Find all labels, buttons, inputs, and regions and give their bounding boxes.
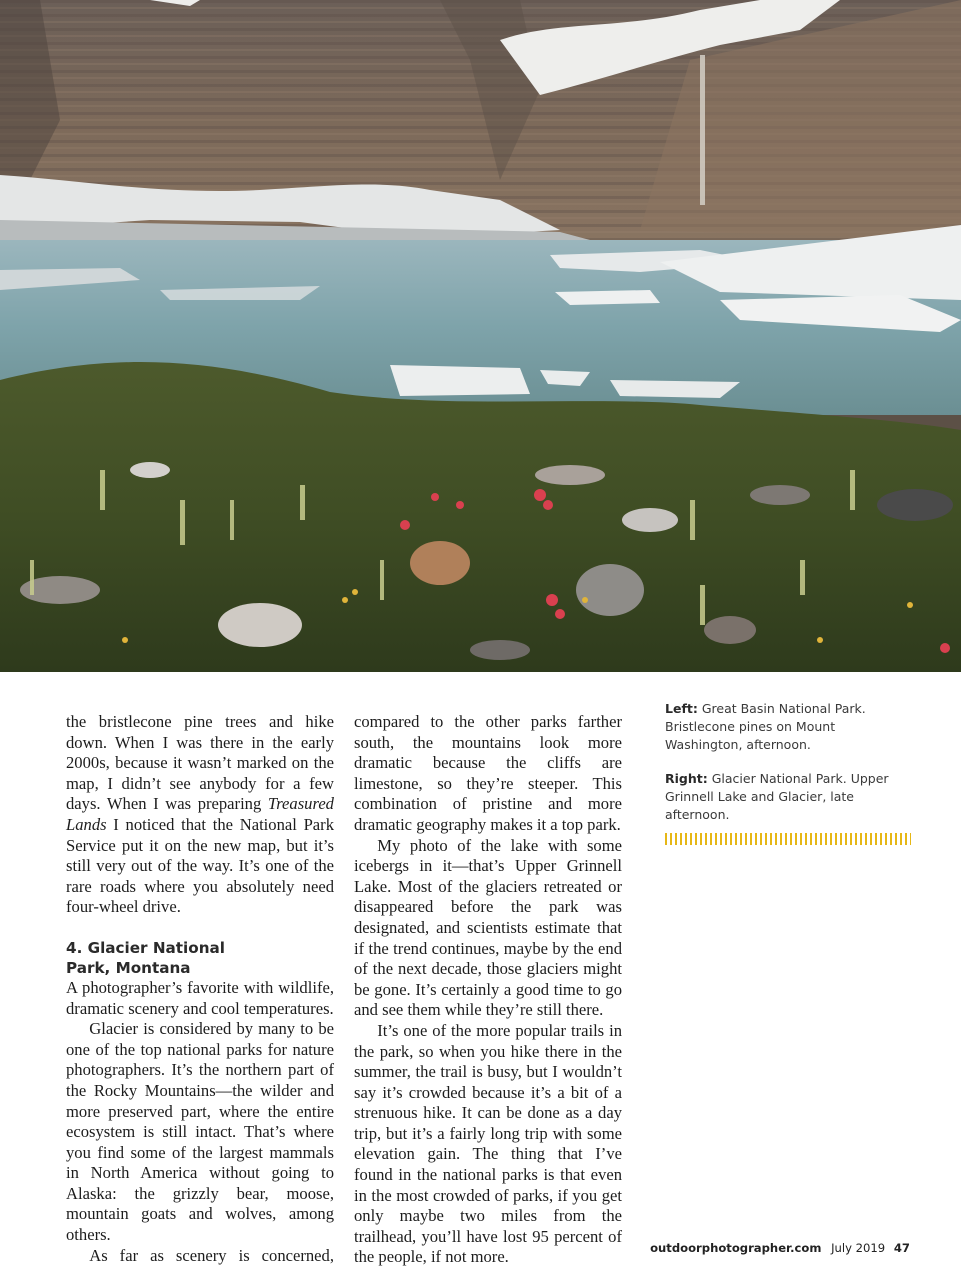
footer-site[interactable]: outdoorphotographer.com	[650, 1241, 822, 1255]
caption-left: Left: Great Basin National Park. Bristlecone pines on Mount Washington, afternoon.	[665, 701, 866, 752]
accent-stripe	[665, 833, 911, 845]
section-heading: 4. Glacier National Park, Montana	[66, 938, 225, 977]
page-number: 47	[893, 1241, 910, 1255]
book-title: Treasured Lands	[66, 794, 334, 834]
article-column-2	[354, 712, 622, 1268]
photo-captions	[665, 700, 913, 840]
body-paragraph: It’s one of the more popular trails in the park, so when you hike there in the summer, the trail is busy, but I wouldn’t say it’s crowded because it’s a bit of a strenuous hike. It can be done as a day trip, but it’s a fairly long trip with some elevation gain. The thing that I’ve found in the national parks is that even in the most crowded of parks, if you get only maybe two miles from the trailhead, you’ll have lost 95 percent of the people, if not more.	[354, 1020, 622, 1267]
body-paragraph: My photo of the lake with some icebergs in it—that’s Upper Grinnell Lake. Most of the glaciers retreated or disappeared before the park was designated, and scientists estimate that if the trend continues, maybe by the end of the next decade, those glaciers might be gone. It’s certainly a good time to go and see them while they’re still there.	[354, 835, 622, 1020]
article-column-1	[66, 712, 334, 1266]
footer-date: July 2019	[831, 1241, 886, 1255]
body-paragraph: Glacier is considered by many to be one of the top national parks for nature photographers. It’s the northern part of the Rocky Mountains—the wilder and more preserved part, where the entire ecosystem is still intact. That’s where you find some of the largest mammals in North America without going to Alaska: the grizzly bear, moose, mountain goats and wolves, among others.	[66, 1019, 334, 1245]
page-footer	[650, 1241, 910, 1255]
body-paragraph: the bristlecone pine trees and hike down. When I was there in the early 2000s, because it wasn’t marked on the map, I didn’t see anybody for a few days. When I was preparing Treasured Lands I noticed that the National Park Service put it on the new map, but it’s still very out of the way. It’s one of the rare roads where you absolutely need four-wheel drive.	[66, 712, 334, 917]
body-paragraph: compared to the other parks farther south, the mountains look more dramatic because the cliffs are limestone, so they’re steeper. This combination of pristine and more dramatic geography makes it a top park.	[354, 712, 622, 834]
caption-right: Right: Glacier National Park. Upper Grinnell Lake and Glacier, late afternoon.	[665, 771, 889, 822]
section-deck: A photographer’s favorite with wildlife, dramatic scenery and cool temperatures.	[66, 977, 334, 1018]
body-paragraph: As far as scenery is concerned,	[89, 1245, 334, 1265]
